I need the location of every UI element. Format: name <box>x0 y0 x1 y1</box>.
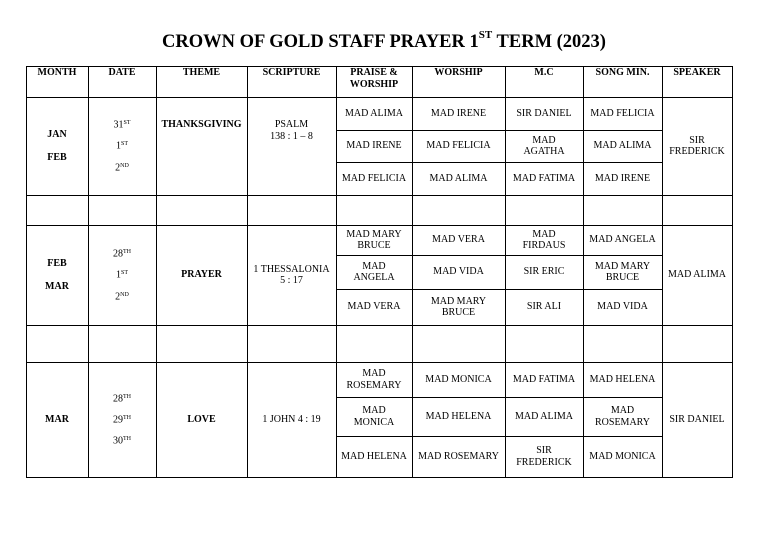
praise-worship-cell: MAD IRENE <box>346 140 402 152</box>
month-cell <box>26 225 88 325</box>
song-min-cell: MAD ANGELA <box>589 234 656 246</box>
month-label: MAR <box>45 414 69 425</box>
worship-cell: MAD IRENE <box>430 107 487 119</box>
date-cell <box>88 97 156 195</box>
worship-cell: MAD ROSEMARY <box>418 450 499 462</box>
speaker-cell: SIR DANIEL <box>669 413 725 425</box>
grid-line <box>26 325 733 326</box>
month-label: FEB <box>47 152 67 163</box>
song-min-cell: MAD MARY BRUCE <box>594 260 651 283</box>
page-title: CROWN OF GOLD STAFF PRAYER 1ST TERM (2023) <box>162 29 606 53</box>
date-number: 2 <box>115 290 121 302</box>
mc-cell: SIR FREDERICK <box>516 445 572 468</box>
header-scripture: SCRIPTURE <box>262 67 321 78</box>
header-song-min: SONG MIN. <box>595 67 650 78</box>
praise-worship-cell: MAD MONICA <box>353 405 395 428</box>
date-cell <box>88 362 156 477</box>
date-label <box>113 414 131 425</box>
mc-cell: MAD ALIMA <box>514 410 574 422</box>
worship-cell: MAD FELICIA <box>426 140 491 152</box>
song-min-cell: MAD ALIMA <box>593 140 652 152</box>
theme-cell: THANKSGIVING <box>161 119 242 130</box>
date-suffix: TH <box>123 414 131 421</box>
date-label <box>116 269 128 280</box>
speaker-cell: SIR FREDERICK <box>669 134 725 157</box>
date-suffix: ST <box>123 120 131 126</box>
date-suffix: TH <box>123 436 131 443</box>
date-label <box>113 393 131 404</box>
worship-cell: MAD ALIMA <box>429 172 488 184</box>
song-min-cell: MAD FELICIA <box>590 107 655 119</box>
grid-line <box>26 477 733 478</box>
song-min-cell: MAD ROSEMARY <box>594 405 650 428</box>
header-mc: M.C <box>534 67 554 78</box>
date-suffix: ST <box>120 270 128 277</box>
date-number: 1 <box>115 140 121 152</box>
song-min-cell: MAD VIDA <box>597 301 648 313</box>
date-number: 28 <box>113 392 123 404</box>
date-suffix: TH <box>123 393 131 400</box>
worship-cell: MAD HELENA <box>425 410 492 422</box>
mc-cell: MAD FATIMA <box>512 172 576 184</box>
worship-cell: MAD VIDA <box>433 266 484 278</box>
praise-worship-cell: MAD FELICIA <box>341 172 407 184</box>
grid-line <box>732 66 733 478</box>
header-worship: WORSHIP <box>434 67 483 78</box>
header-praise-worship: PRAISE & WORSHIP <box>349 67 399 90</box>
mc-cell: MAD FATIMA <box>512 373 576 385</box>
date-number: 1 <box>115 269 121 281</box>
header-month: MONTH <box>37 67 77 78</box>
theme-cell: LOVE <box>187 413 216 425</box>
date-suffix: ST <box>120 141 128 148</box>
date-number: 29 <box>113 414 123 426</box>
date-label <box>113 119 130 130</box>
song-min-cell: MAD HELENA <box>589 373 656 385</box>
date-label <box>113 248 131 259</box>
praise-worship-cell: MAD ROSEMARY <box>346 368 402 391</box>
header-theme: THEME <box>182 67 221 78</box>
mc-cell: SIR DANIEL <box>516 107 572 119</box>
header-speaker: SPEAKER <box>673 67 721 78</box>
mc-cell: SIR ERIC <box>523 266 565 278</box>
praise-worship-cell: MAD MARY BRUCE <box>346 228 402 251</box>
month-label: JAN <box>47 129 67 140</box>
scripture-cell: 1 THESSALONIA 5 : 17 <box>253 263 330 286</box>
date-number: 2 <box>115 161 121 173</box>
praise-worship-cell: MAD VERA <box>347 301 401 313</box>
praise-worship-cell: MAD ANGELA <box>353 260 395 283</box>
header-date: DATE <box>108 67 136 78</box>
worship-cell: MAD MONICA <box>425 373 492 385</box>
worship-cell: MAD VERA <box>432 234 485 246</box>
date-suffix: TH <box>123 249 131 255</box>
month-cell <box>26 97 88 195</box>
theme-cell: PRAYER <box>181 269 222 281</box>
date-label <box>115 291 129 302</box>
speaker-cell: MAD ALIMA <box>667 269 727 281</box>
date-number: 31 <box>113 119 124 131</box>
date-label <box>115 162 129 173</box>
song-min-cell: MAD IRENE <box>594 172 651 184</box>
song-min-cell: MAD MONICA <box>589 450 656 462</box>
schedule-table <box>26 66 733 478</box>
praise-worship-cell: MAD ALIMA <box>344 107 404 119</box>
mc-cell: MAD FIRDAUS <box>522 228 566 251</box>
mc-cell: MAD AGATHA <box>523 134 565 157</box>
month-label: MAR <box>45 281 69 292</box>
month-label: FEB <box>47 258 67 269</box>
date-number: 28 <box>113 248 123 260</box>
praise-worship-cell: MAD HELENA <box>341 450 407 462</box>
month-cell <box>26 362 88 477</box>
date-number: 30 <box>113 435 123 447</box>
date-suffix: ND <box>120 291 129 298</box>
mc-cell: SIR ALI <box>526 301 562 313</box>
date-suffix: ND <box>120 162 129 169</box>
date-cell <box>88 225 156 325</box>
scripture-cell: PSALM 138 : 1 – 8 <box>270 119 313 142</box>
scripture-cell: 1 JOHN 4 : 19 <box>262 413 321 425</box>
worship-cell: MAD MARY BRUCE <box>430 295 487 318</box>
grid-line <box>26 195 733 196</box>
date-label <box>116 140 128 151</box>
date-label <box>113 435 131 446</box>
